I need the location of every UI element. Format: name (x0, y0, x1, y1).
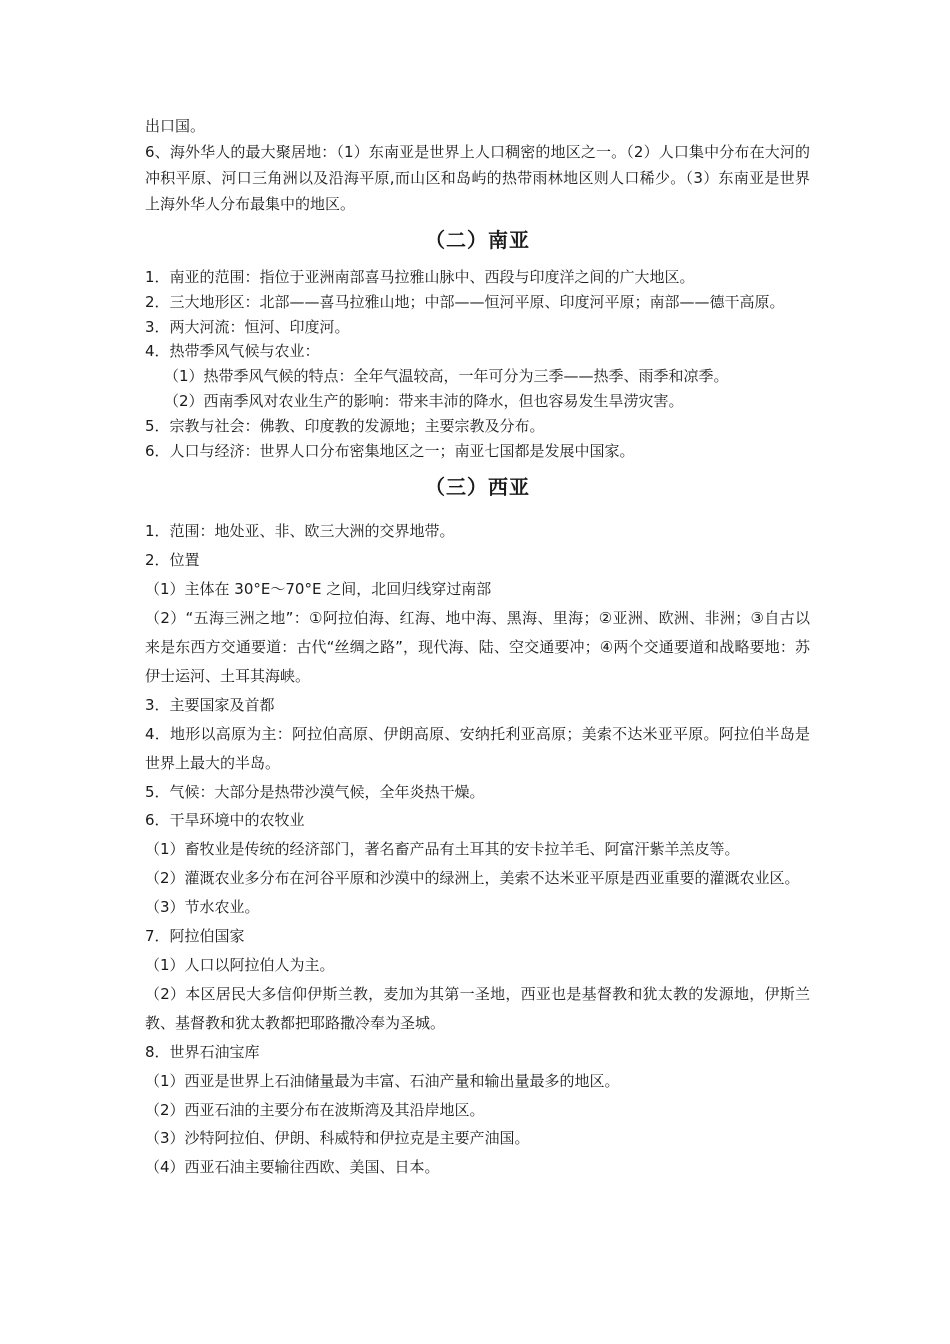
list-item: 2．三大地形区：北部——喜马拉雅山地；中部——恒河平原、印度河平原；南部——德干高原。 (145, 292, 785, 311)
list-item: 6．人口与经济：世界人口分布密集地区之一；南亚七国都是发展中国家。 (145, 441, 635, 460)
list-item: 7．阿拉伯国家 (145, 927, 245, 946)
section-title-south-asia: （二）南亚 (425, 228, 530, 252)
list-item: 3．两大河流：恒河、印度河。 (145, 317, 350, 336)
list-item: 8．世界石油宝库 (145, 1042, 260, 1061)
section-title-west-asia: （三）西亚 (425, 475, 530, 500)
list-item: （2）西亚石油的主要分布在波斯湾及其沿岸地区。 (145, 1100, 485, 1119)
list-item: （2）“五海三洲之地”：①阿拉伯海、红海、地中海、黑海、里海；②亚洲、欧洲、非洲；③自古以来是东西方交通要道：古代“丝绸之路”，现代海、陆、空交通要冲；④两个交通要道和战略要地：苏伊士运河、土耳其海峡。 (145, 609, 810, 685)
list-item: 5．宗教与社会：佛教、印度教的发源地；主要宗教及分布。 (145, 416, 545, 435)
list-item: 2．位置 (145, 551, 200, 570)
list-item: 5．气候：大部分是热带沙漠气候，全年炎热干燥。 (145, 782, 485, 801)
west-asia-section (145, 517, 810, 1182)
list-item: 4．热带季风气候与农业： (145, 342, 320, 361)
list-item: （1）西亚是世界上石油储量最为丰富、石油产量和输出量最多的地区。 (145, 1071, 620, 1090)
intro-section (145, 113, 810, 217)
list-item: （1）畜牧业是传统的经济部门，著名畜产品有土耳其的安卡拉羊毛、阿富汗紫羊羔皮等。 (145, 840, 740, 859)
list-item: （3）节水农业。 (145, 898, 260, 917)
list-item: （4）西亚石油主要输往西欧、美国、日本。 (145, 1158, 440, 1177)
south-asia-section (145, 265, 810, 463)
list-item: （2）本区居民大多信仰伊斯兰教，麦加为其第一圣地，西亚也是基督教和犹太教的发源地，伊斯兰教、基督教和犹太教都把耶路撒冷奉为圣城。 (145, 984, 810, 1032)
paragraph: 出口国。 (145, 117, 206, 135)
list-item: （2）西南季风对农业生产的影响：带来丰沛的降水，但也容易发生旱涝灾害。 (164, 391, 684, 410)
list-item: （1）热带季风气候的特点：全年气温较高，一年可分为三季——热季、雨季和凉季。 (164, 367, 729, 386)
paragraph: 6、海外华人的最大聚居地：（1）东南亚是世界上人口稠密的地区之一。（2）人口集中分布在大河的冲积平原、河口三角洲以及沿海平原,而山区和岛屿的热带雨林地区则人口稀少。（3）东南亚是世界上海外华人分布最集中的地区。 (145, 143, 810, 213)
list-item: 1．范围：地处亚、非、欧三大洲的交界地带。 (145, 522, 455, 541)
list-item: 3．主要国家及首都 (145, 695, 275, 714)
list-item: 4．地形以高原为主：阿拉伯高原、伊朗高原、安纳托利亚高原；美索不达米亚平原。阿拉伯半岛是世界上最大的半岛。 (145, 724, 810, 772)
list-item: （1）主体在 30°E～70°E 之间，北回归线穿过南部 (145, 580, 492, 599)
list-item: （2）灌溉农业多分布在河谷平原和沙漠中的绿洲上，美索不达米亚平原是西亚重要的灌溉农业区。 (145, 869, 800, 888)
list-item: （3）沙特阿拉伯、伊朗、科威特和伊拉克是主要产油国。 (145, 1129, 530, 1148)
list-item: 1．南亚的范围：指位于亚洲南部喜马拉雅山脉中、西段与印度洋之间的广大地区。 (145, 268, 695, 286)
document-page (145, 113, 810, 1182)
list-item: （1）人口以阿拉伯人为主。 (145, 955, 335, 974)
list-item: 6．干旱环境中的农牧业 (145, 811, 305, 830)
